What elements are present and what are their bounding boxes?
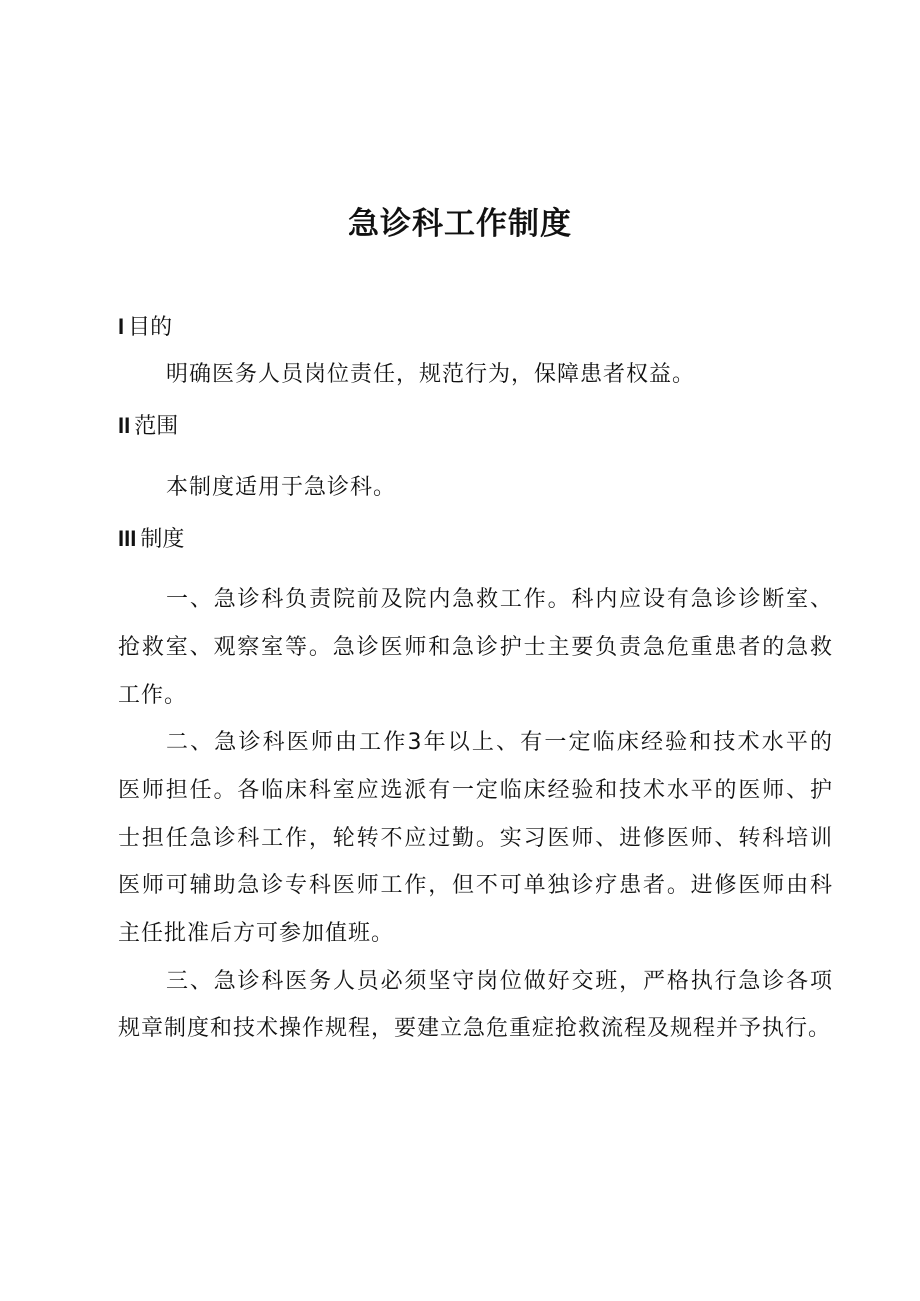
section-heading-policy: [118, 524, 184, 555]
section-number: II: [118, 413, 131, 438]
paragraph-line: 明确医务人员岗位责任，规范行为，保障患者权益。: [166, 362, 696, 387]
paragraph-line: 二、急诊科医师由工作3年以上、有一定临床经验和技术水平的: [166, 730, 833, 755]
paragraph-line: 三、急诊科医务人员必须坚守岗位做好交班，严格执行急诊各项: [166, 969, 833, 994]
paragraph-line: 规章制度和技术操作规程，要建立急危重症抢救流程及规程并予执行。: [118, 1016, 832, 1041]
paragraph-line: 士担任急诊科工作，轮转不应过勤。实习医师、进修医师、转科培训: [118, 826, 833, 851]
section-number: III: [118, 526, 137, 551]
paragraph-line: 医师可辅助急诊专科医师工作，但不可单独诊疗患者。进修医师由科: [118, 873, 833, 898]
section-heading-text: 制度: [140, 527, 185, 552]
section-heading-scope: [118, 411, 178, 442]
document-title: 急诊科工作制度: [348, 206, 572, 242]
paragraph-line: 医师担任。各临床科室应选派有一定临床经验和技术水平的医师、护: [118, 778, 833, 803]
section-heading-purpose: [118, 312, 172, 343]
paragraph-line: 主任批准后方可参加值班。: [118, 921, 395, 946]
paragraph-line: 本制度适用于急诊科。: [166, 475, 397, 500]
section-heading-text: 范围: [134, 414, 179, 439]
paragraph-line: 一、急诊科负责院前及院内急救工作。科内应设有急诊诊断室、: [166, 587, 833, 612]
section-number: I: [118, 314, 125, 339]
paragraph-line: 抢救室、观察室等。急诊医师和急诊护士主要负责急危重患者的急救: [118, 635, 833, 660]
section-heading-text: 目的: [128, 315, 173, 340]
paragraph-line: 工作。: [118, 683, 188, 708]
